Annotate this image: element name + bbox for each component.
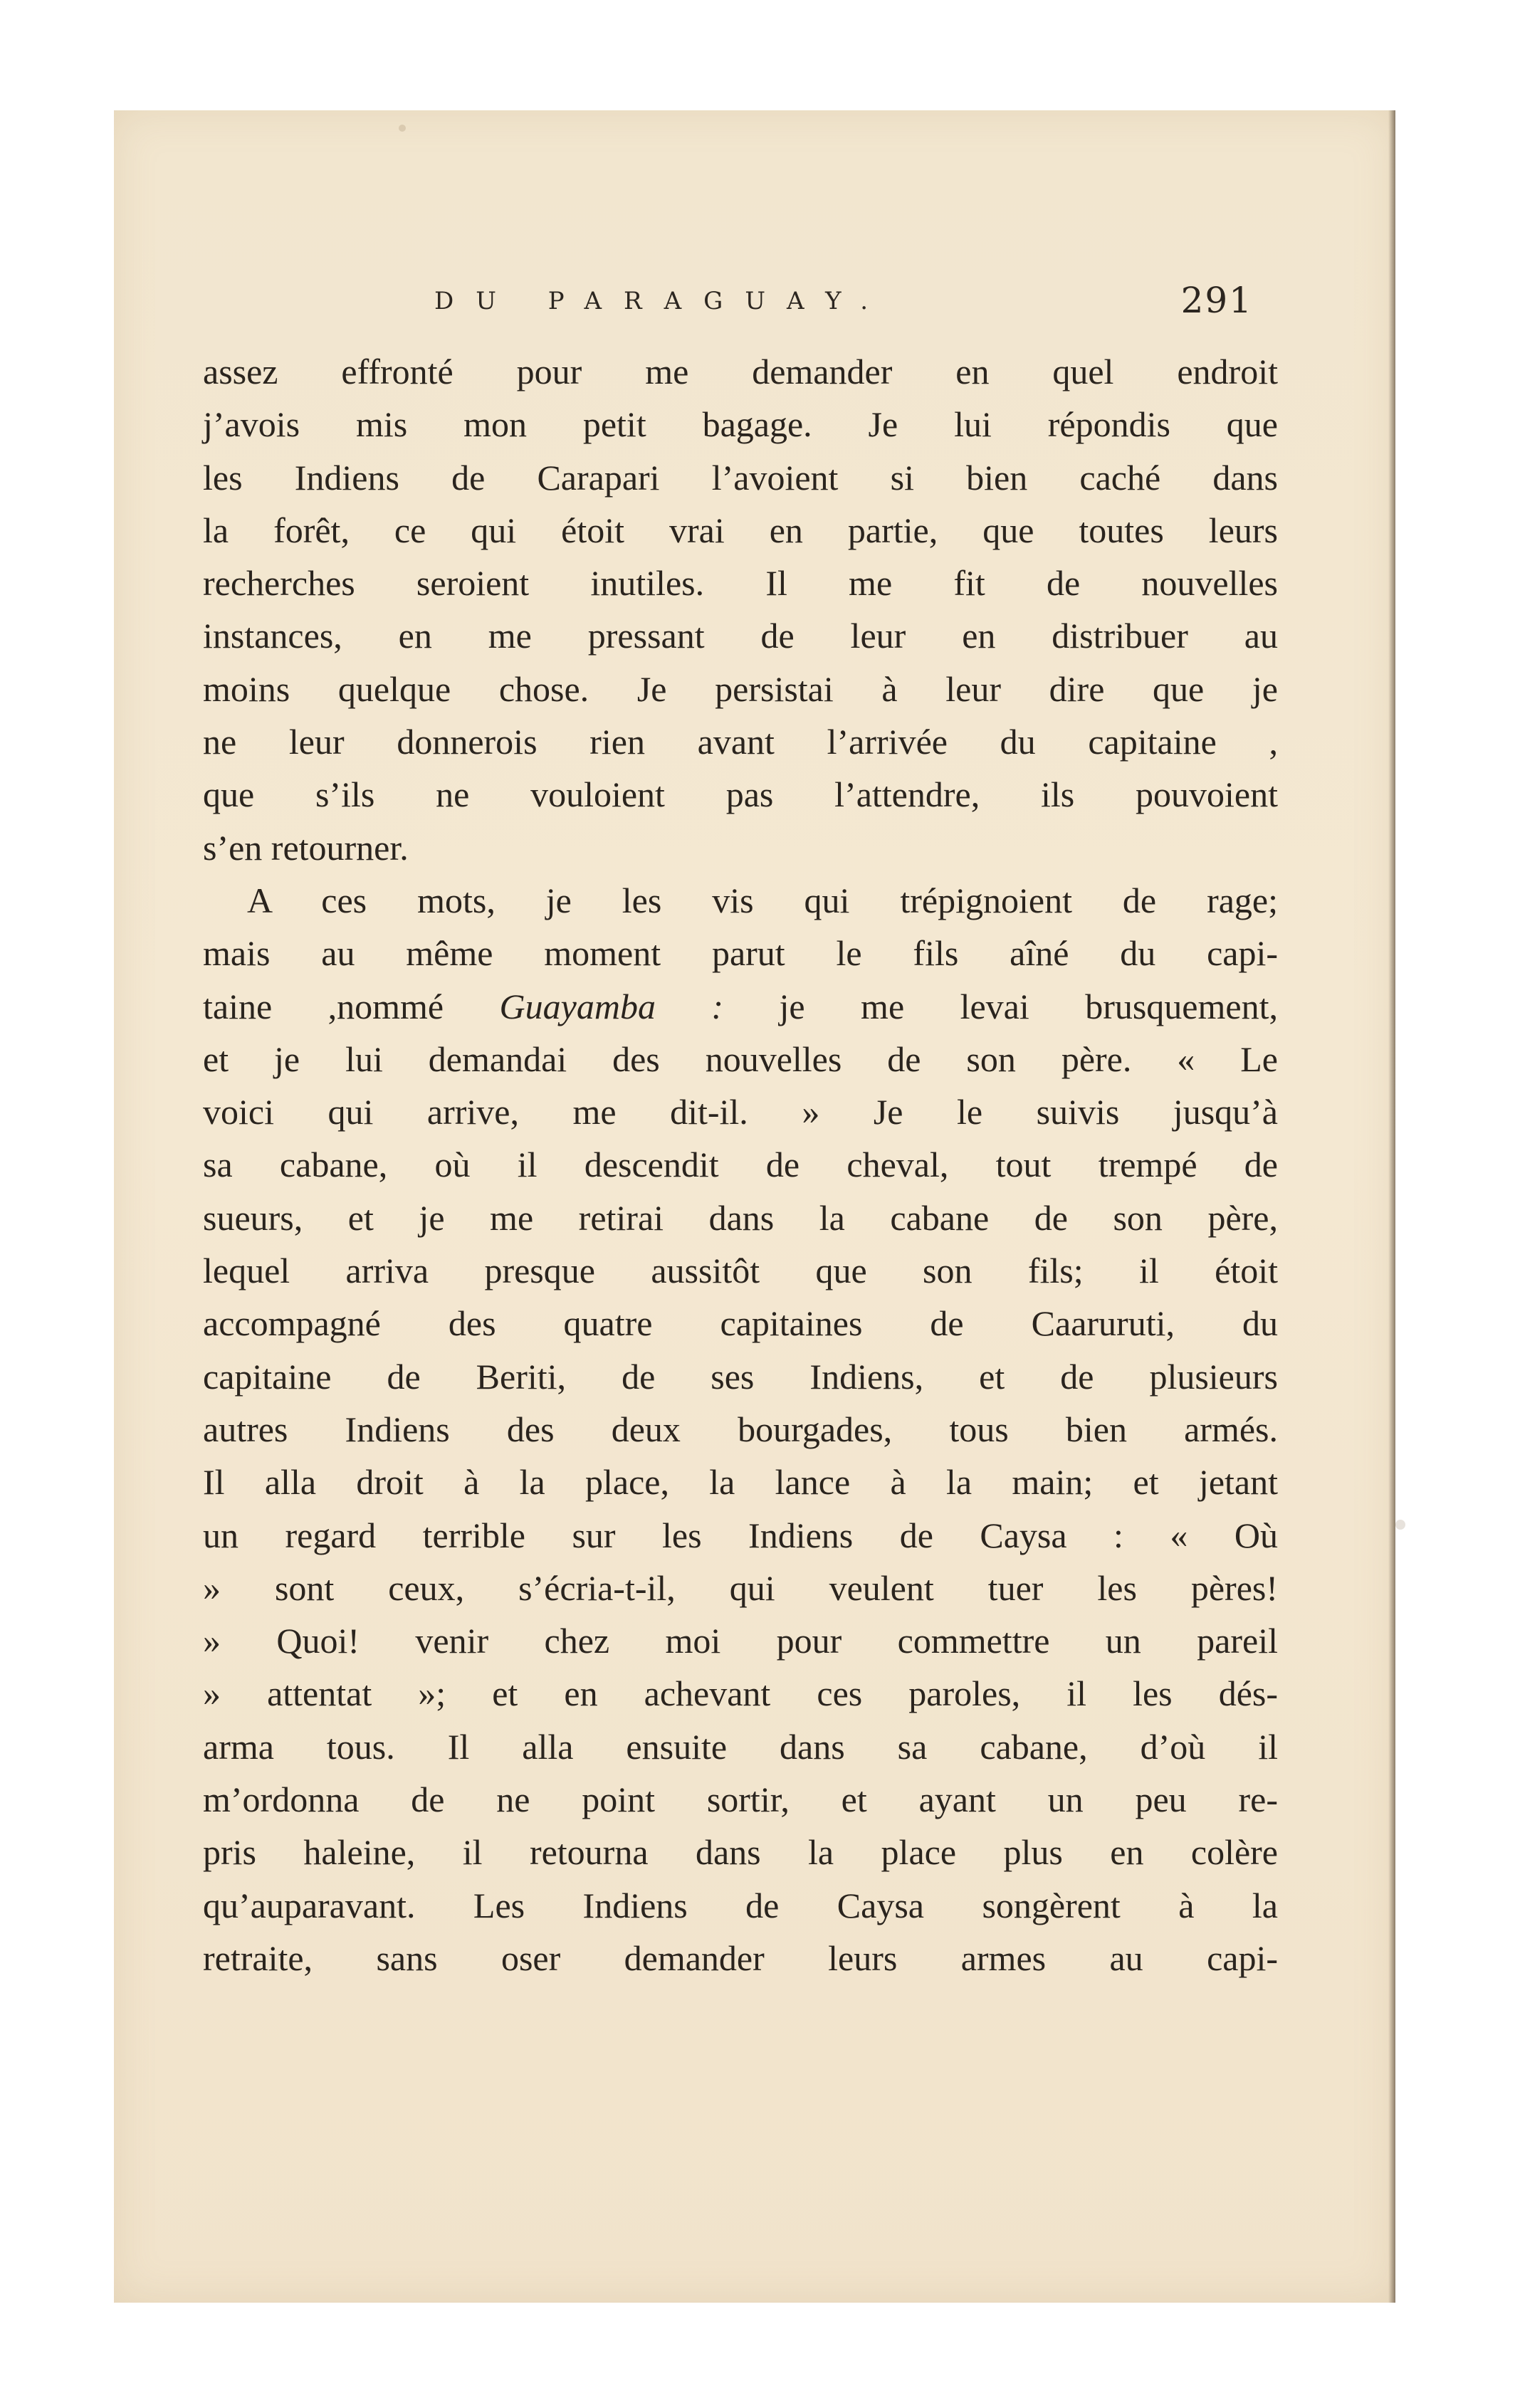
text-line: que s’ils ne vouloient pas l’attendre, ils pouvoient [203, 774, 1278, 815]
text-line: » sont ceux, s’écria-t-il, qui veulent tuer les pères! [203, 1567, 1278, 1608]
text-line: mais au même moment parut le fils aîné du capi- [203, 933, 1278, 974]
text-line: j’avois mis mon petit bagage. Je lui répondis que [203, 404, 1278, 445]
text-line: voici qui arrive, me dit-il. » Je le suivis jusqu’à [203, 1092, 1278, 1132]
text-line: m’ordonna de ne point sortir, et ayant un peu re- [203, 1779, 1278, 1820]
running-title: DU PARAGUAY. [434, 287, 890, 315]
text-line: » Quoi! venir chez moi pour commettre un pareil [203, 1621, 1278, 1661]
text-line: un regard terrible sur les Indiens de Caysa : « Où [203, 1515, 1278, 1555]
body-text [203, 345, 1278, 1984]
text-line: qu’auparavant. Les Indiens de Caysa songèrent à la [203, 1885, 1278, 1925]
text-line: autres Indiens des deux bourgades, tous bien armés. [203, 1409, 1278, 1449]
text-line-with-italic [203, 980, 1278, 1033]
text-line: A ces mots, je les vis qui trépignoient de rage; [247, 880, 1278, 920]
text-line: arma tous. Il alla ensuite dans sa cabane, d’où il [203, 1726, 1278, 1767]
text-segment: je me levai brusquement, [723, 986, 1278, 1026]
page-number: 291 [1180, 280, 1253, 321]
text-line: assez effronté pour me demander en quel endroit [203, 352, 1278, 391]
text-segment: taine ,nommé [203, 986, 500, 1026]
text-line: moins quelque chose. Je persistai à leur dire que je [203, 668, 1278, 709]
text-line: les Indiens de Carapari l’avoient si bien caché dans [203, 457, 1278, 498]
text-line: instances, en me pressant de leur en distribuer au [203, 616, 1278, 656]
text-line: accompagné des quatre capitaines de Caaruruti, du [203, 1303, 1278, 1344]
text-line: » attentat »; et en achevant ces paroles, il les dés- [203, 1673, 1278, 1714]
text-line: et je lui demandai des nouvelles de son père. « Le [203, 1039, 1278, 1079]
text-line: s’en retourner. [203, 827, 409, 868]
ink-smudge [1395, 1520, 1405, 1530]
text-line: ne leur donnerois rien avant l’arrivée du capitaine , [203, 722, 1278, 762]
text-line: sueurs, et je me retirai dans la cabane de son père, [203, 1197, 1278, 1238]
text-line: la forêt, ce qui étoit vrai en partie, que toutes leurs [203, 510, 1278, 550]
text-line: lequel arriva presque aussitôt que son fils; il étoit [203, 1251, 1278, 1291]
text-line: pris haleine, il retourna dans la place plus en colère [203, 1832, 1278, 1873]
ink-smudge [399, 125, 406, 132]
text-line: Il alla droit à la place, la lance à la main; et jetant [203, 1462, 1278, 1503]
page-edge-shadow [1388, 110, 1395, 2303]
text-line: capitaine de Beriti, de ses Indiens, et de plusieurs [203, 1356, 1278, 1397]
text-line: retraite, sans oser demander leurs armes au capi- [203, 1938, 1278, 1978]
running-head [434, 280, 1253, 322]
text-line: recherches seroient inutiles. Il me fit de nouvelles [203, 563, 1278, 604]
book-page [114, 110, 1395, 2303]
text-line: sa cabane, où il descendit de cheval, tout trempé de [203, 1145, 1278, 1185]
italic-name: Guayamba : [499, 986, 724, 1026]
